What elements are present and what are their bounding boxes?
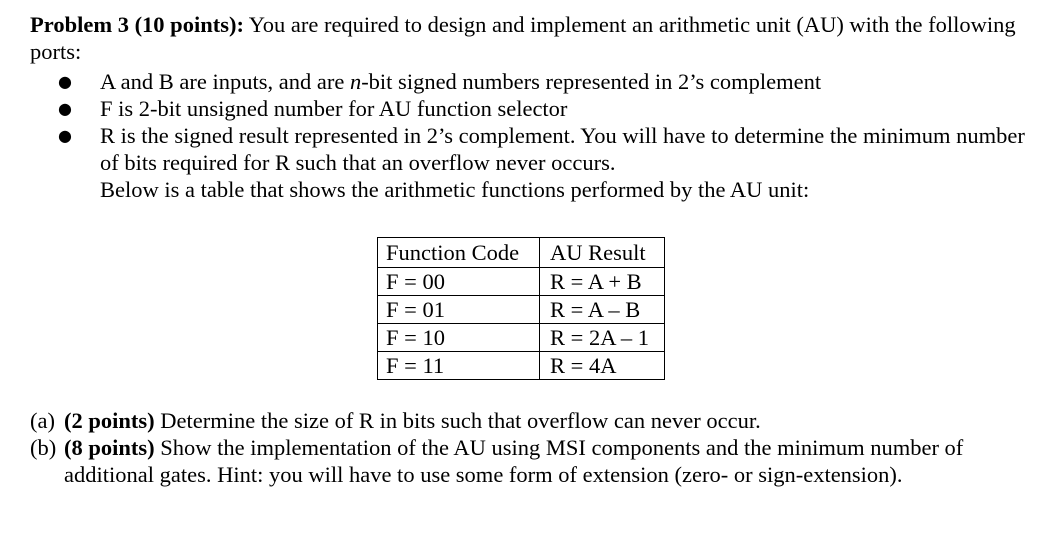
header-au-result: AU Result	[540, 238, 665, 268]
bullet-text: F is 2-bit unsigned number for AU function selector	[100, 96, 568, 121]
header-function-code: Function Code	[378, 238, 540, 268]
table-row	[378, 352, 665, 380]
au-result-cell: R = 4A	[540, 352, 665, 380]
problem-heading: Problem 3 (10 points):	[30, 12, 244, 37]
question-parts	[30, 407, 1040, 488]
table-row	[378, 296, 665, 324]
part-label: (a)	[30, 408, 55, 433]
au-result-cell: R = A + B	[540, 268, 665, 296]
table-row	[378, 324, 665, 352]
part-points: (2 points)	[64, 408, 155, 433]
problem-statement	[30, 11, 1030, 65]
table-row	[378, 268, 665, 296]
problem-intro: You are required to design and implement an arithmetic unit (AU) with the following ports:	[30, 12, 1016, 64]
bullet-icon: ●	[58, 126, 72, 145]
part-a	[30, 407, 1040, 434]
part-points: (8 points)	[64, 435, 155, 460]
port-bullet-r	[58, 122, 1038, 176]
bullet-italic-n: n	[349, 69, 362, 94]
au-function-table	[377, 237, 665, 380]
part-label: (b)	[30, 435, 57, 460]
bullet-text: A and B are inputs, and are	[100, 69, 350, 94]
bullet-text: R is the signed result represented in 2’s complement. You will have to determine the minimum number of bits required for R such that an overflow never occurs.	[100, 123, 1025, 175]
part-text: Determine the size of R in bits such that overflow can never occur.	[154, 408, 761, 433]
port-bullet-f	[58, 95, 1038, 122]
au-result-cell: R = A – B	[540, 296, 665, 324]
function-code-cell: F = 01	[378, 296, 540, 324]
port-bullet-ab	[58, 68, 1038, 95]
part-text: Show the implementation of the AU using MSI components and the minimum number of additional gates. Hint: you will have to use some form of extension (zero- or sign-extension).	[64, 435, 964, 487]
bullet-text-tail: -bit signed numbers represented in 2’s complement	[361, 69, 822, 94]
table-intro: Below is a table that shows the arithmetic functions performed by the AU unit:	[100, 177, 810, 202]
table-header-row	[378, 238, 665, 268]
function-code-cell: F = 11	[378, 352, 540, 380]
part-b	[30, 434, 1040, 488]
bullet-icon: ●	[58, 72, 72, 91]
function-code-cell: F = 00	[378, 268, 540, 296]
ports-list	[58, 68, 1038, 203]
au-result-cell: R = 2A – 1	[540, 324, 665, 352]
bullet-icon: ●	[58, 99, 72, 118]
function-code-cell: F = 10	[378, 324, 540, 352]
